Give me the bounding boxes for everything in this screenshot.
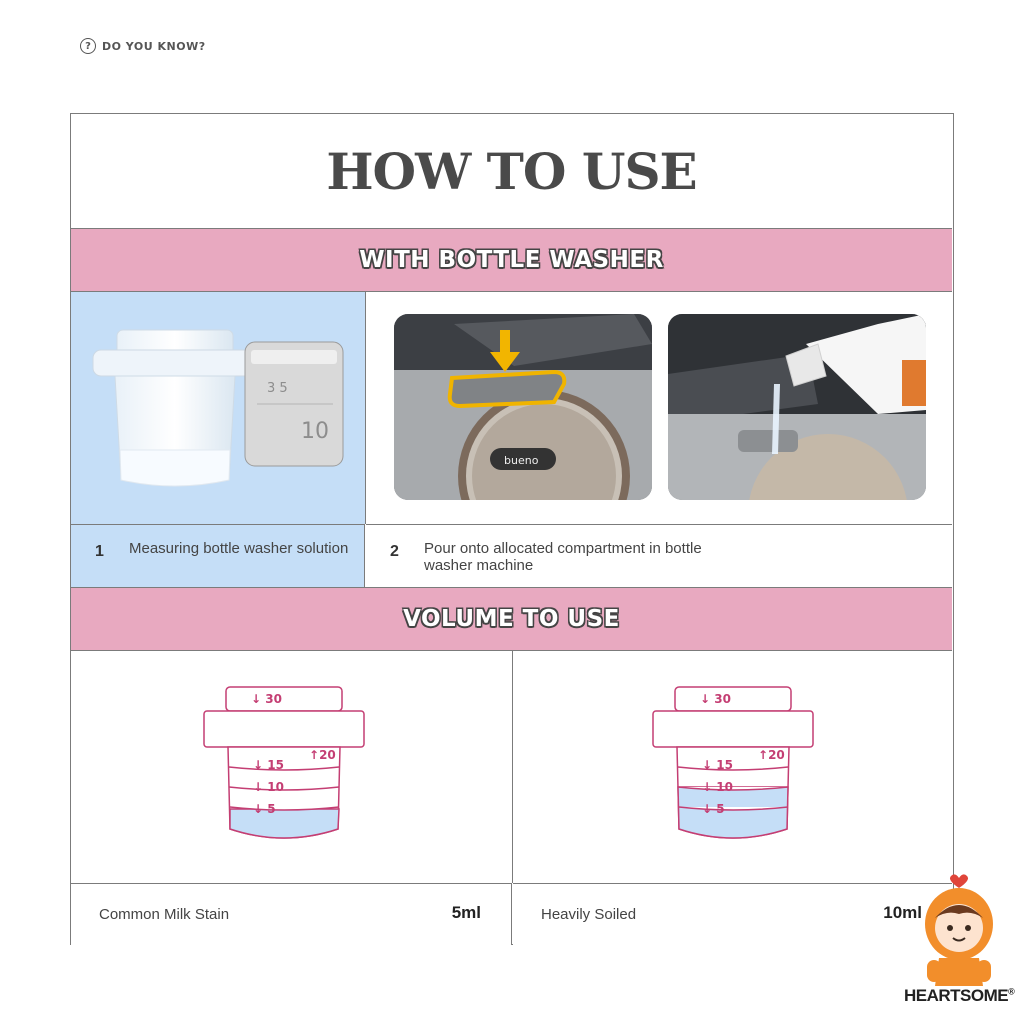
step-text: Measuring bottle washer solution (129, 540, 349, 557)
svg-text:↓ 5: ↓ 5 (702, 802, 725, 816)
page-title: HOW TO USE (326, 141, 697, 201)
step2-caption (366, 524, 952, 587)
svg-text:↑20: ↑20 (309, 748, 336, 762)
pouring-solution-photo (668, 314, 926, 500)
volume-panel-common (71, 651, 513, 883)
measuring-cup-illustration (71, 292, 365, 524)
cup-diagram (513, 651, 952, 883)
cup-diagram (71, 651, 512, 883)
volume-panel-heavy (513, 651, 952, 883)
stain-type: Common Milk Stain (99, 906, 230, 923)
svg-text:↓ 10: ↓ 10 (253, 780, 284, 794)
volume-amount: 5ml (451, 903, 481, 922)
step-number: 1 (95, 543, 104, 560)
step2-image (366, 292, 952, 524)
step-number: 2 (390, 543, 399, 560)
section-label: VOLUME TO USE (403, 606, 620, 632)
volume-amount: 10ml (883, 903, 922, 922)
do-you-know-tag (80, 38, 206, 54)
svg-text:10: 10 (301, 419, 329, 444)
washer-compartment-photo (394, 314, 652, 500)
how-to-use-card (70, 113, 954, 945)
svg-text:3 5: 3 5 (267, 381, 288, 396)
step1-caption (71, 524, 365, 587)
washer-brand-label: bueno (504, 454, 539, 467)
svg-text:↓ 5: ↓ 5 (253, 802, 276, 816)
tag-label: DO YOU KNOW? (102, 39, 206, 53)
svg-text:↓ 10: ↓ 10 (702, 780, 733, 794)
volume-label-common (71, 883, 512, 945)
svg-text:↓ 15: ↓ 15 (702, 758, 733, 772)
section-label: WITH BOTTLE WASHER (359, 247, 664, 273)
svg-text:↓ 30: ↓ 30 (700, 692, 731, 706)
section-band-bottle-washer (71, 228, 952, 292)
svg-text:↓ 15: ↓ 15 (253, 758, 284, 772)
svg-text:↓ 30: ↓ 30 (251, 692, 282, 706)
section-band-volume (71, 587, 952, 651)
step1-image (71, 292, 366, 524)
question-circle-icon: ? (80, 38, 96, 54)
volume-label-heavy (513, 883, 952, 945)
step-text: Pour onto allocated compartment in bottle washer machine (424, 540, 702, 574)
heartsome-brand: HEARTSOME® (904, 986, 1015, 1005)
stain-type: Heavily Soiled (541, 906, 637, 923)
svg-text:↑20: ↑20 (758, 748, 785, 762)
